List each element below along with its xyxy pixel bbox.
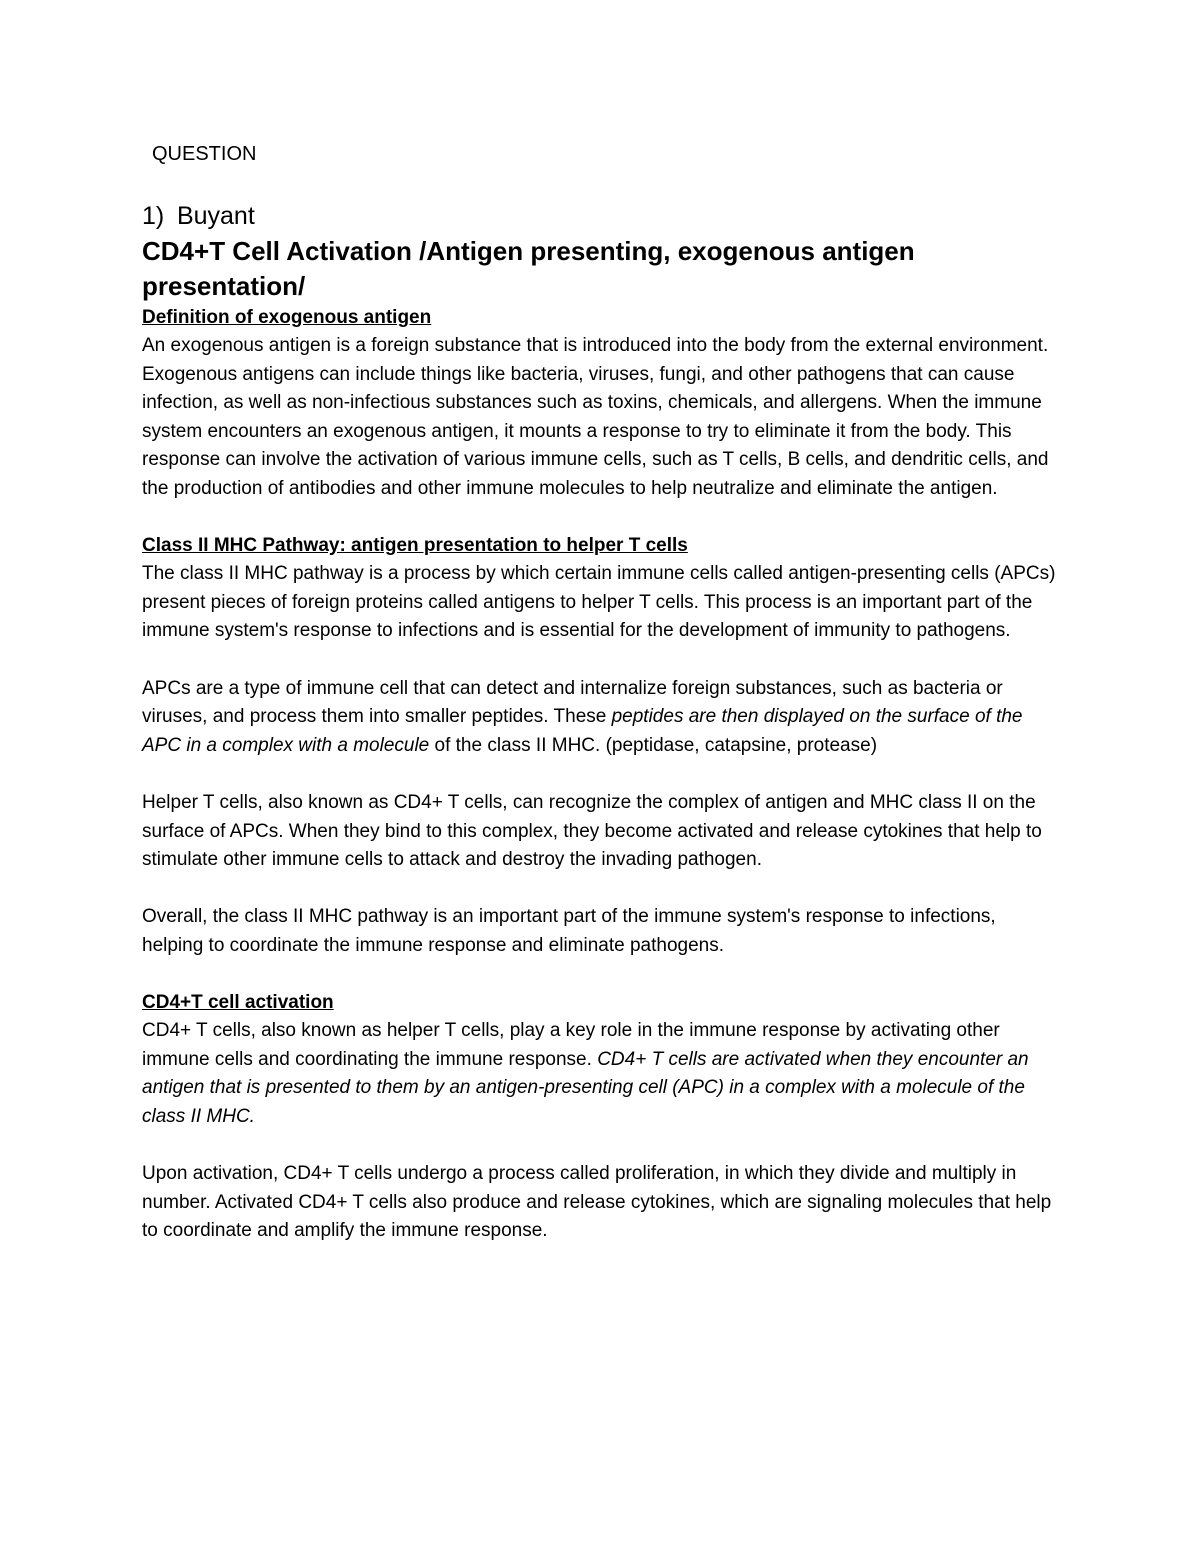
paragraph-text: CD4+ T cells, also known as helper T cells, play a key role in the immune response by activating other immune cells and coordinating the immune response. [142,1020,1000,1070]
paragraph [142,675,1062,761]
paragraph: Upon activation, CD4+ T cells undergo a process called proliferation, in which they divide and multiply in number. Activated CD4+ T cells also produce and release cytokines, which are signaling molecules that help to coordinate and amplify the immune response. [142,1163,1052,1242]
section-title-cd4-activation: CD4+T cell activation [142,992,334,1014]
paragraph [142,1017,1062,1131]
item-heading [142,200,1062,232]
section-title-exogenous-antigen: Definition of exogenous antigen [142,307,432,328]
paragraph-text: of the class II MHC. (peptidase, catapsine, protease) [429,734,878,756]
item-number: 1) [142,202,165,230]
section-title-class-ii-mhc: Class II MHC Pathway: antigen presentation to helper T cells [142,535,688,557]
emphasized-text: CD4+ T cells are activated when they encounter an antigen that is presented to them by an antigen-presenting cell (APC) in a complex with a molecule of the class II MHC. [142,1048,1029,1127]
paragraph: The class II MHC pathway is a process by which certain immune cells called antigen-presenting cells (APCs) present pieces of foreign proteins called antigens to helper T cells. This process is an important part of the immune system's response to infections and is essential for the development of immunity to pathogens. [142,563,1056,642]
paragraph-text: APCs are a type of immune cell that can detect and internalize foreign substances, such as bacteria or viruses, and process them into smaller peptides. These [142,677,1003,728]
paragraph: Overall, the class II MHC pathway is an important part of the immune system's response to infections, helping to coordinate the immune response and eliminate pathogens. [142,906,996,956]
main-title: CD4+T Cell Activation /Antigen presenting, exogenous antigen presentation/ [142,236,915,301]
paragraph: An exogenous antigen is a foreign substance that is introduced into the body from the external environment. Exogenous antigens can include things like bacteria, viruses, fungi, and other pathogens that can cause infection, as well as non-infectious substances such as toxins, chemicals, and allergens. When the immune system encounters an exogenous antigen, it mounts a response to try to eliminate it from the body. This response can involve the activation of various immune cells, such as T cells, B cells, and dendritic cells, and the production of antibodies and other immune molecules to help neutralize and eliminate the antigen. [142,335,1049,499]
item-name: Buyant [176,202,255,230]
paragraph: Helper T cells, also known as CD4+ T cells, can recognize the complex of antigen and MHC class II on the surface of APCs. When they bind to this complex, they become activated and release cytokines that help to stimulate other immune cells to attack and destroy the invading pathogen. [142,791,1042,871]
question-label: QUESTION [152,143,257,165]
document-page [142,140,1062,1246]
emphasized-text: peptides are then displayed on the surface of the APC in a complex with a molecule [142,706,1023,756]
